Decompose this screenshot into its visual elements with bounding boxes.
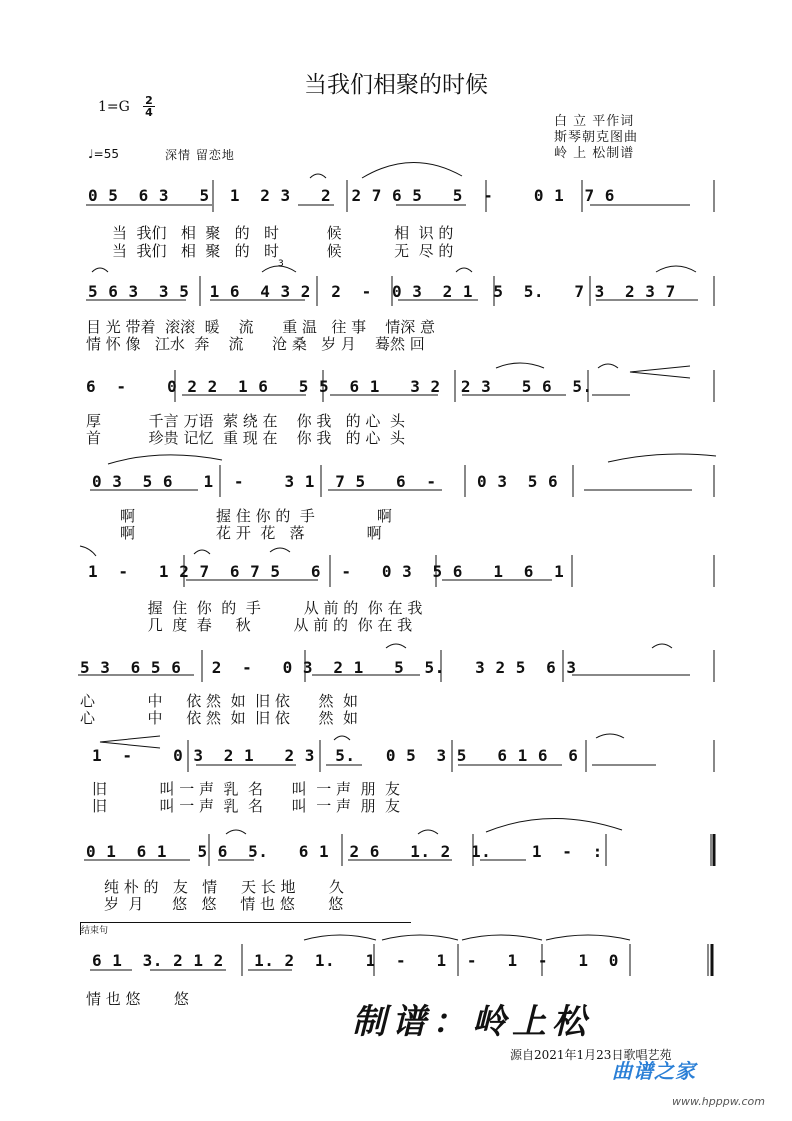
system-1-lyric-1: 当 我们 相 聚 的 时 候 相 识 的 bbox=[112, 224, 454, 242]
system-2-lyric-1: 目 光 带着 滚滚 暖 流 重 温 往 事 情深 意 bbox=[86, 318, 435, 336]
slur bbox=[386, 644, 406, 648]
key-signature: 1=G bbox=[98, 99, 130, 115]
decrescendo-hairpin bbox=[100, 736, 160, 748]
slur bbox=[598, 364, 618, 368]
slur bbox=[462, 935, 542, 940]
watermark-url: www.hpppw.com bbox=[672, 1095, 765, 1108]
system-6-lyric-1: 心 中 依 然 如 旧 依 然 如 bbox=[80, 692, 359, 710]
system-9-lyric-1: 情 也 悠 悠 bbox=[86, 990, 189, 1008]
slur bbox=[456, 268, 472, 272]
triplet-mark: 3 bbox=[278, 259, 284, 269]
slur bbox=[108, 455, 222, 464]
system-5-lyric-2: 几 度 春 秋 从 前 的 你 在 我 bbox=[100, 616, 413, 634]
slur bbox=[270, 548, 290, 552]
slur bbox=[486, 818, 622, 832]
credit-transcriber: 岭 上 松制谱 bbox=[554, 146, 635, 161]
transcriber-signature: 制谱：岭上松 bbox=[352, 1002, 592, 1042]
system-9-notes: 6 1 3. 2 1 2 1. 2 1. 1 - 1 - 1 - 1 0 bbox=[92, 951, 619, 970]
system-4-notes: 0 3 5 6 1 - 3 1 7 5 6 - 0 3 5 6 bbox=[92, 472, 559, 491]
system-8-notes: 0 1 6 1 5 6 5. 6 1 2 6 1. 2 1. 1 - : bbox=[86, 842, 603, 861]
page-title: 当我们相聚的时候 bbox=[304, 72, 488, 98]
system-6-notes: 5 3 6 5 6 2 - 0 3 2 1 5 5. 3 2 5 6 3 bbox=[80, 658, 577, 677]
watermark-logo: 曲谱之家 bbox=[612, 1059, 696, 1083]
slur bbox=[652, 644, 672, 648]
time-sig-top: 2 bbox=[145, 94, 153, 107]
system-8-lyric-2: 岁 月 悠 悠 情 也 悠 悠 bbox=[104, 895, 344, 913]
slur bbox=[334, 736, 350, 740]
slur bbox=[656, 266, 696, 272]
system-2-notes: 5 6 3 3 5 1 6 4 3 2 2 - 0 3 2 1 5 5. 7 3 2 3 7 bbox=[88, 282, 676, 301]
slur bbox=[418, 830, 438, 834]
ending-label: 结束句 bbox=[81, 926, 109, 936]
system-7-lyric-1: 旧 叫 一 声 乳 名 叫 一 声 朋 友 bbox=[92, 780, 401, 798]
system-1-lyric-2: 当 我们 相 聚 的 时 候 无 尽 的 bbox=[112, 242, 454, 260]
system-3-lyric-2: 首 珍贵 记忆 重 现 在 你 我 的 心 头 bbox=[86, 429, 405, 447]
credit-composer: 斯琴朝克图曲 bbox=[554, 130, 639, 145]
system-4-lyric-2: 啊 花 开 花 落 啊 bbox=[120, 524, 382, 542]
system-4-lyric-1: 啊 握 住 你 的 手 啊 bbox=[120, 507, 392, 525]
slur bbox=[596, 734, 624, 738]
slur bbox=[362, 162, 462, 178]
slur bbox=[310, 174, 326, 178]
slur bbox=[608, 454, 716, 462]
tempo-marking: ♩=55 bbox=[88, 147, 119, 161]
system-5-lyric-1: 握 住 你 的 手 从 前 的 你 在 我 bbox=[100, 599, 423, 617]
system-1-notes: 0 5 6 3 5 1 2 3 2 2 7 6 5 5 - 0 1 7 6 bbox=[88, 186, 615, 205]
decrescendo-hairpin bbox=[630, 366, 690, 378]
slur bbox=[546, 935, 630, 940]
slur bbox=[382, 935, 458, 940]
slur bbox=[496, 363, 544, 368]
system-7-lyric-2: 旧 叫 一 声 乳 名 叫 一 声 朋 友 bbox=[92, 797, 401, 815]
system-3-lyric-1: 厚 千言 万语 萦 绕 在 你 我 的 心 头 bbox=[86, 412, 405, 430]
slur bbox=[304, 935, 376, 940]
source-note: 源自2021年1月23日歌唱艺苑 bbox=[510, 1048, 672, 1062]
system-5-notes: 1 - 1 2 7 6 7 5 6 - 0 3 5 6 1 6 1 bbox=[88, 562, 565, 581]
credit-lyricist: 白 立 平作词 bbox=[554, 114, 635, 129]
system-3-notes: 6 - 0 2 2 1 6 5 5 6 1 3 2 2 3 5 6 5. bbox=[86, 377, 593, 396]
system-7-notes: 1 - 0 3 2 1 2 3 5. 0 5 3 5 6 1 6 6 bbox=[92, 746, 579, 765]
expression-marking: 深情 留恋地 bbox=[165, 148, 235, 162]
slur bbox=[226, 830, 246, 834]
system-6-lyric-2: 心 中 依 然 如 旧 依 然 如 bbox=[80, 709, 359, 727]
system-8-lyric-1: 纯 朴 的 友 情 天 长 地 久 bbox=[104, 878, 344, 896]
slur bbox=[92, 268, 108, 272]
slur bbox=[80, 546, 96, 556]
system-2-lyric-2: 情 怀 像 江水 奔 流 沧 桑 岁 月 蓦然 回 bbox=[86, 335, 425, 353]
slur bbox=[194, 550, 210, 554]
time-sig-bottom: 4 bbox=[143, 106, 155, 118]
